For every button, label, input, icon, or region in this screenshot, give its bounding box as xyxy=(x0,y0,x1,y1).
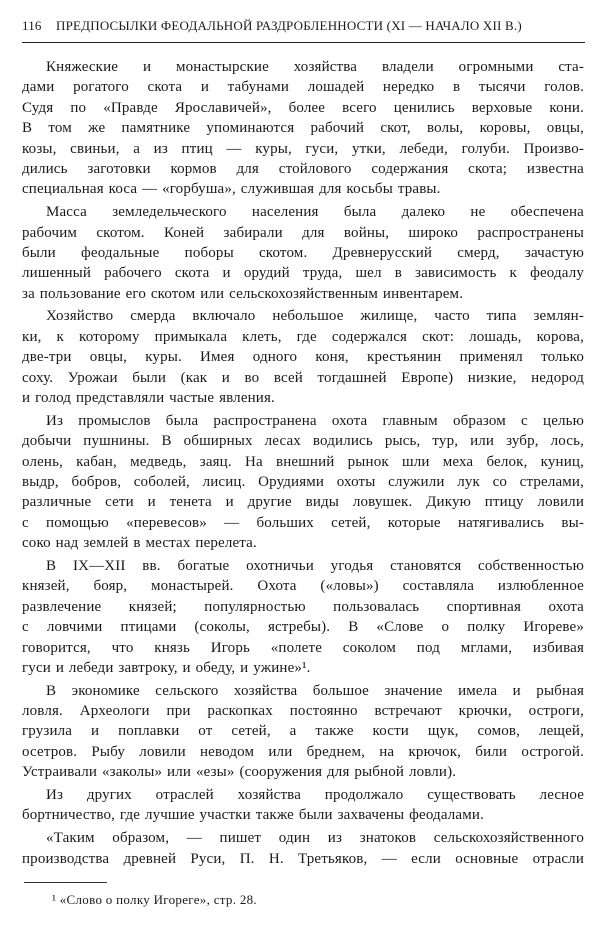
text-line: Из промыслов была распространена охота главным образом с целью xyxy=(46,412,584,429)
text-line: осетров. Рыбу ловили неводом или бреднем, на крючок, били острогой. xyxy=(22,743,584,760)
text-line: бортничество, где лучшие участки также были захвачены феодалами. xyxy=(22,807,484,824)
text-line: ки, к которому примыкала клеть, где содержался скот: лошадь, корова, xyxy=(22,328,584,345)
text-line: рабочим скотом. Коней забирали для войны, широко распространены xyxy=(22,224,584,241)
text-line: В том же памятнике упоминаются рабочий скот, волы, коровы, овцы, xyxy=(22,120,584,137)
text-line: «Таким образом, — пишет один из знатоков сельскохозяйственного xyxy=(46,830,584,847)
paragraph xyxy=(22,785,584,826)
running-header xyxy=(22,18,585,38)
text-line: соху. Урожаи были (как и во всей тогдашней Европе) низкие, недород xyxy=(22,369,584,386)
text-line: добычи пушнины. В обширных лесах водились рысь, тур, или зубр, лось, xyxy=(22,433,584,450)
text-line: различные сети и тенета и другие виды ловушек. Дикую птицу ловили xyxy=(22,494,584,511)
paragraph xyxy=(22,202,584,304)
text-line: развлечение князей; популярностью пользовалась спортивная охота xyxy=(22,598,584,615)
footnote-rule xyxy=(24,882,107,883)
header-rule xyxy=(22,42,585,43)
paragraph xyxy=(22,306,584,408)
running-title: ПРЕДПОСЫЛКИ ФЕОДАЛЬНОЙ РАЗДРОБЛЕННОСТИ (XI — НАЧАЛО XII В.) xyxy=(56,18,522,33)
text-line: олень, кабан, медведь, заяц. На внешний рынок шли меха белок, куниц, xyxy=(22,453,584,470)
paragraph xyxy=(22,57,584,200)
text-line: за пользование его скотом или сельскохозяйственным инвентарем. xyxy=(22,285,464,302)
text-line: и голод представляли частые явления. xyxy=(22,390,275,407)
text-line: Княжеские и монастырские хозяйства владели огромными ста- xyxy=(46,59,584,75)
text-line: соко над землей в местах перелета. xyxy=(22,535,257,552)
text-line: ловля. Археологи при раскопках постоянно встречают крючки, остроги, xyxy=(22,703,584,720)
text-line: производства древней Руси, П. Н. Третьяков, — если основные отрасли xyxy=(22,850,584,867)
text-line: В экономике сельского хозяйства большое значение имела и рыбная xyxy=(46,682,584,699)
paragraph xyxy=(22,681,584,783)
text-line: дами рогатого скота и табунами лошадей нередко в тысячи голов. xyxy=(22,79,584,96)
text-line: грузила и поплавки от сетей, а также кости щук, сомов, лещей, xyxy=(22,723,584,740)
text-line: выдр, бобров, соболей, лисиц. Орудиями охоты служили лук со стрелами, xyxy=(22,473,584,490)
text-line: с помощью «перевесов» — больших сетей, которые натягивались вы- xyxy=(22,514,584,531)
text-line: специальная коса — «горбуша», служившая для косьбы травы. xyxy=(22,181,441,198)
text-line: Хозяйство смерда включало небольшое жилище, часто типа землян- xyxy=(46,308,584,325)
text-line: Масса земледельческого населения была далеко не обеспечена xyxy=(46,204,584,221)
body-text xyxy=(22,57,584,871)
text-line: с ловчими птицами (соколы, ястребы). В «Слове о полку Игореве» xyxy=(22,619,584,636)
paragraph xyxy=(22,828,584,869)
text-line: говорится, что князь Игорь «полете соколом под мглами, избивая xyxy=(22,639,584,656)
text-line: В IX—XII вв. богатые охотничьи угодья становятся собственностью xyxy=(46,557,584,574)
text-line: гуси и лебеди завтроку, и обеду, и ужине»¹. xyxy=(22,659,311,676)
page-number: 116 xyxy=(22,18,42,33)
text-line: князей, бояр, монастырей. Охота («ловы») составляла излюбленное xyxy=(22,578,584,595)
text-line: Устраивали «заколы» или «езы» (сооружения для рыбной ловли). xyxy=(22,764,457,781)
paragraph xyxy=(22,411,584,554)
text-line: дились заготовки кормов для стойлового содержания скота; известна xyxy=(22,160,584,177)
text-line: были феодальные поборы скотом. Древнерусский смерд, зачастую xyxy=(22,244,584,261)
text-line: две-три овцы, куры. Имея одного коня, крестьянин применял только xyxy=(22,349,584,366)
text-line: козы, свиньи, а из птиц — куры, гуси, утки, лебеди, голуби. Произво- xyxy=(22,140,584,157)
text-line: лишенный рабочего скота и орудий труда, шел в зависимость к феодалу xyxy=(22,265,584,282)
footnote: ¹ «Слово о полку Игореге», стр. 28. xyxy=(52,892,257,907)
text-line: Из других отраслей хозяйства продолжало существовать лесное xyxy=(46,787,584,804)
text-line: Судя по «Правде Ярославичей», более всего ценились верховые кони. xyxy=(22,99,584,116)
paragraph xyxy=(22,556,584,678)
